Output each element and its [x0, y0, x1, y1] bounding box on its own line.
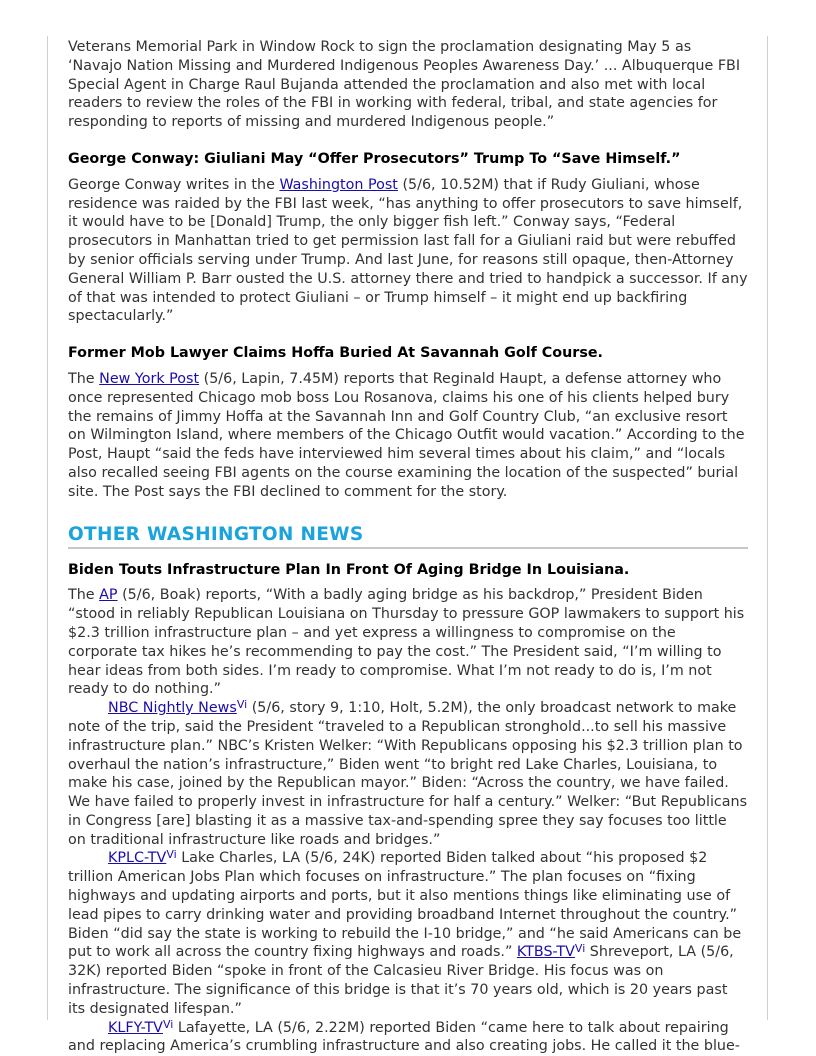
kplc-text: Lake Charles, LA (5/6, 24K) reported Biden talked about “his proposed $2 trillion American Jobs Plan which focuses on infrastructure.” The plan focuses on “fixing highways and updating airports and ports, but it also mentions things like eliminating use of lead pipes to carry drinking water and providing broadband Internet throughout the country.” Biden “did say the state is working to rebuild the I-10 bridge,” and “he said Americans can be put to work all across the country fixing highways and roads.”	[68, 850, 742, 961]
paragraph-navajo-proclamation: Veterans Memorial Park in Window Rock to sign the proclamation designating May 5 as ‘Navajo Nation Missing and Murdered Indigenous Peoples Awareness Day.’ ... Albuquerque FBI Special Agent in Charge Raul Bujanda attended the proclamation and also met with local readers to review the roles of the FBI in working with federal, tribal, and state agencies for responding to reports of missing and murdered Indigenous people.”	[68, 39, 741, 131]
hoffa-text-post: (5/6, Lapin, 7.45M) reports that Reginald Haupt, a defense attorney who once represented Chicago mob boss Lou Rosanova, claims his one of his clients helped bury the remains of Jimmy Hoffa at the Savannah Inn and Golf Country Club, “an exclusive resort on Wilmington Island, where members of the Chicago Outfit would vacation.” According to the Post, Haupt “said the feds have interviewed him several times about his claim,” and “locals also recalled seeing FBI agents on the course examining the location of the suspected” burial site. The Post says the FBI declined to comment for the story.	[68, 370, 745, 500]
hoffa-text-pre: The	[68, 370, 100, 387]
paragraph-conway	[68, 176, 748, 326]
headline-conway: George Conway: Giuliani May “Offer Prosecutors” Trump To “Save Himself.”	[68, 150, 681, 167]
paragraph-biden-ap	[68, 586, 748, 699]
paragraph-klfy	[68, 1019, 748, 1056]
section-title-other-washington-news: OTHER WASHINGTON NEWS	[68, 524, 748, 549]
headline-biden-infrastructure: Biden Touts Infrastructure Plan In Front Of Aging Bridge In Louisiana.	[68, 561, 630, 578]
paragraph-hoffa	[68, 370, 748, 502]
video-indicator-nbc[interactable]: Vi	[236, 698, 248, 712]
nbc-nightly-news-link[interactable]: NBC Nightly News	[108, 700, 237, 717]
paragraph-kplc-ktbs	[68, 849, 748, 1018]
document-body	[68, 38, 748, 1056]
ap-text-post: (5/6, Boak) reports, “With a badly aging bridge as his backdrop,” President Biden “stood in reliably Republican Louisiana on Thursday to pressure GOP lawmakers to support his $2.3 trillion infrastructure plan – and yet express a willingness to compromise on the corporate tax hikes he’s recommending to pay the cost.” The President said, “I’m willing to hear ideas from both sides. I’m ready to compromise. What I’m not ready to do is, I’m not ready to do nothing.”	[68, 587, 745, 698]
ap-link[interactable]: AP	[99, 587, 118, 604]
right-page-border	[767, 36, 768, 1020]
klfy-text: Lafayette, LA (5/6, 2.22M) reported Biden “came here to talk about repairing and replacing America’s crumbling infrastructure and also creating jobs. He called it the blue-	[68, 1019, 740, 1055]
conway-text-pre: George Conway writes in the	[68, 176, 280, 193]
headline-hoffa: Former Mob Lawyer Claims Hoffa Buried At Savannah Golf Course.	[68, 345, 603, 362]
washington-post-link[interactable]: Washington Post	[279, 176, 398, 193]
conway-text-post: (5/6, 10.52M) that if Rudy Giuliani, whose residence was raided by the FBI last week, “has anything to offer prosecutors to save himself, it would have to be [Donald] Trump, the only bigger fish left.” Conway says, “Federal prosecutors in Manhattan tried to get permission last fall for a Giuliani raid but were rebuffed by senior officials serving under Trump. And last June, for reasons still opaque, then-Attorney General William P. Barr ousted the U.S. attorney there and tried to handpick a successor. If any of that was intended to protect Giuliani – or Trump himself – it might end up backfiring spectacularly.”	[68, 176, 748, 325]
video-indicator-kplc[interactable]: Vi	[166, 848, 177, 862]
video-indicator-ktbs[interactable]: Vi	[574, 942, 586, 956]
ktbs-tv-link[interactable]: KTBS-TV	[516, 944, 575, 961]
kplc-tv-link[interactable]: KPLC-TV	[108, 850, 167, 867]
klfy-tv-link[interactable]: KLFY-TV	[108, 1019, 163, 1036]
paragraph-nbc	[68, 699, 748, 849]
ap-text-pre: The	[68, 587, 100, 604]
left-page-border	[47, 36, 48, 1020]
ktbs-text: Shreveport, LA (5/6, 32K) reported Biden “spoke in front of the Calcasieu River Bridge. His focus was on infrastructure. The significance of this bridge is that it’s 70 years old, which is 20 years past its designated lifespan.”	[68, 944, 734, 1017]
video-indicator-klfy[interactable]: Vi	[162, 1017, 174, 1031]
nbc-text: (5/6, story 9, 1:10, Holt, 5.2M), the only broadcast network to make note of the trip, said the President “traveled to a Republican stronghold...to sell his massive infrastructure plan.” NBC’s Kristen Welker: “With Republicans opposing his $2.3 trillion plan to overhaul the nation’s infrastructure,” Biden went “to bright red Lake Charles, Louisiana, to make his case, joined by the Republican mayor.” Biden: “Across the country, we have failed. We have failed to properly invest in infrastructure for half a century.” Welker: “But Republicans in Congress [are] blasting it as a massive tax-and-spending spree they say focuses too little on traditional infrastructure like roads and bridges.”	[68, 700, 748, 848]
new-york-post-link[interactable]: New York Post	[99, 370, 200, 387]
